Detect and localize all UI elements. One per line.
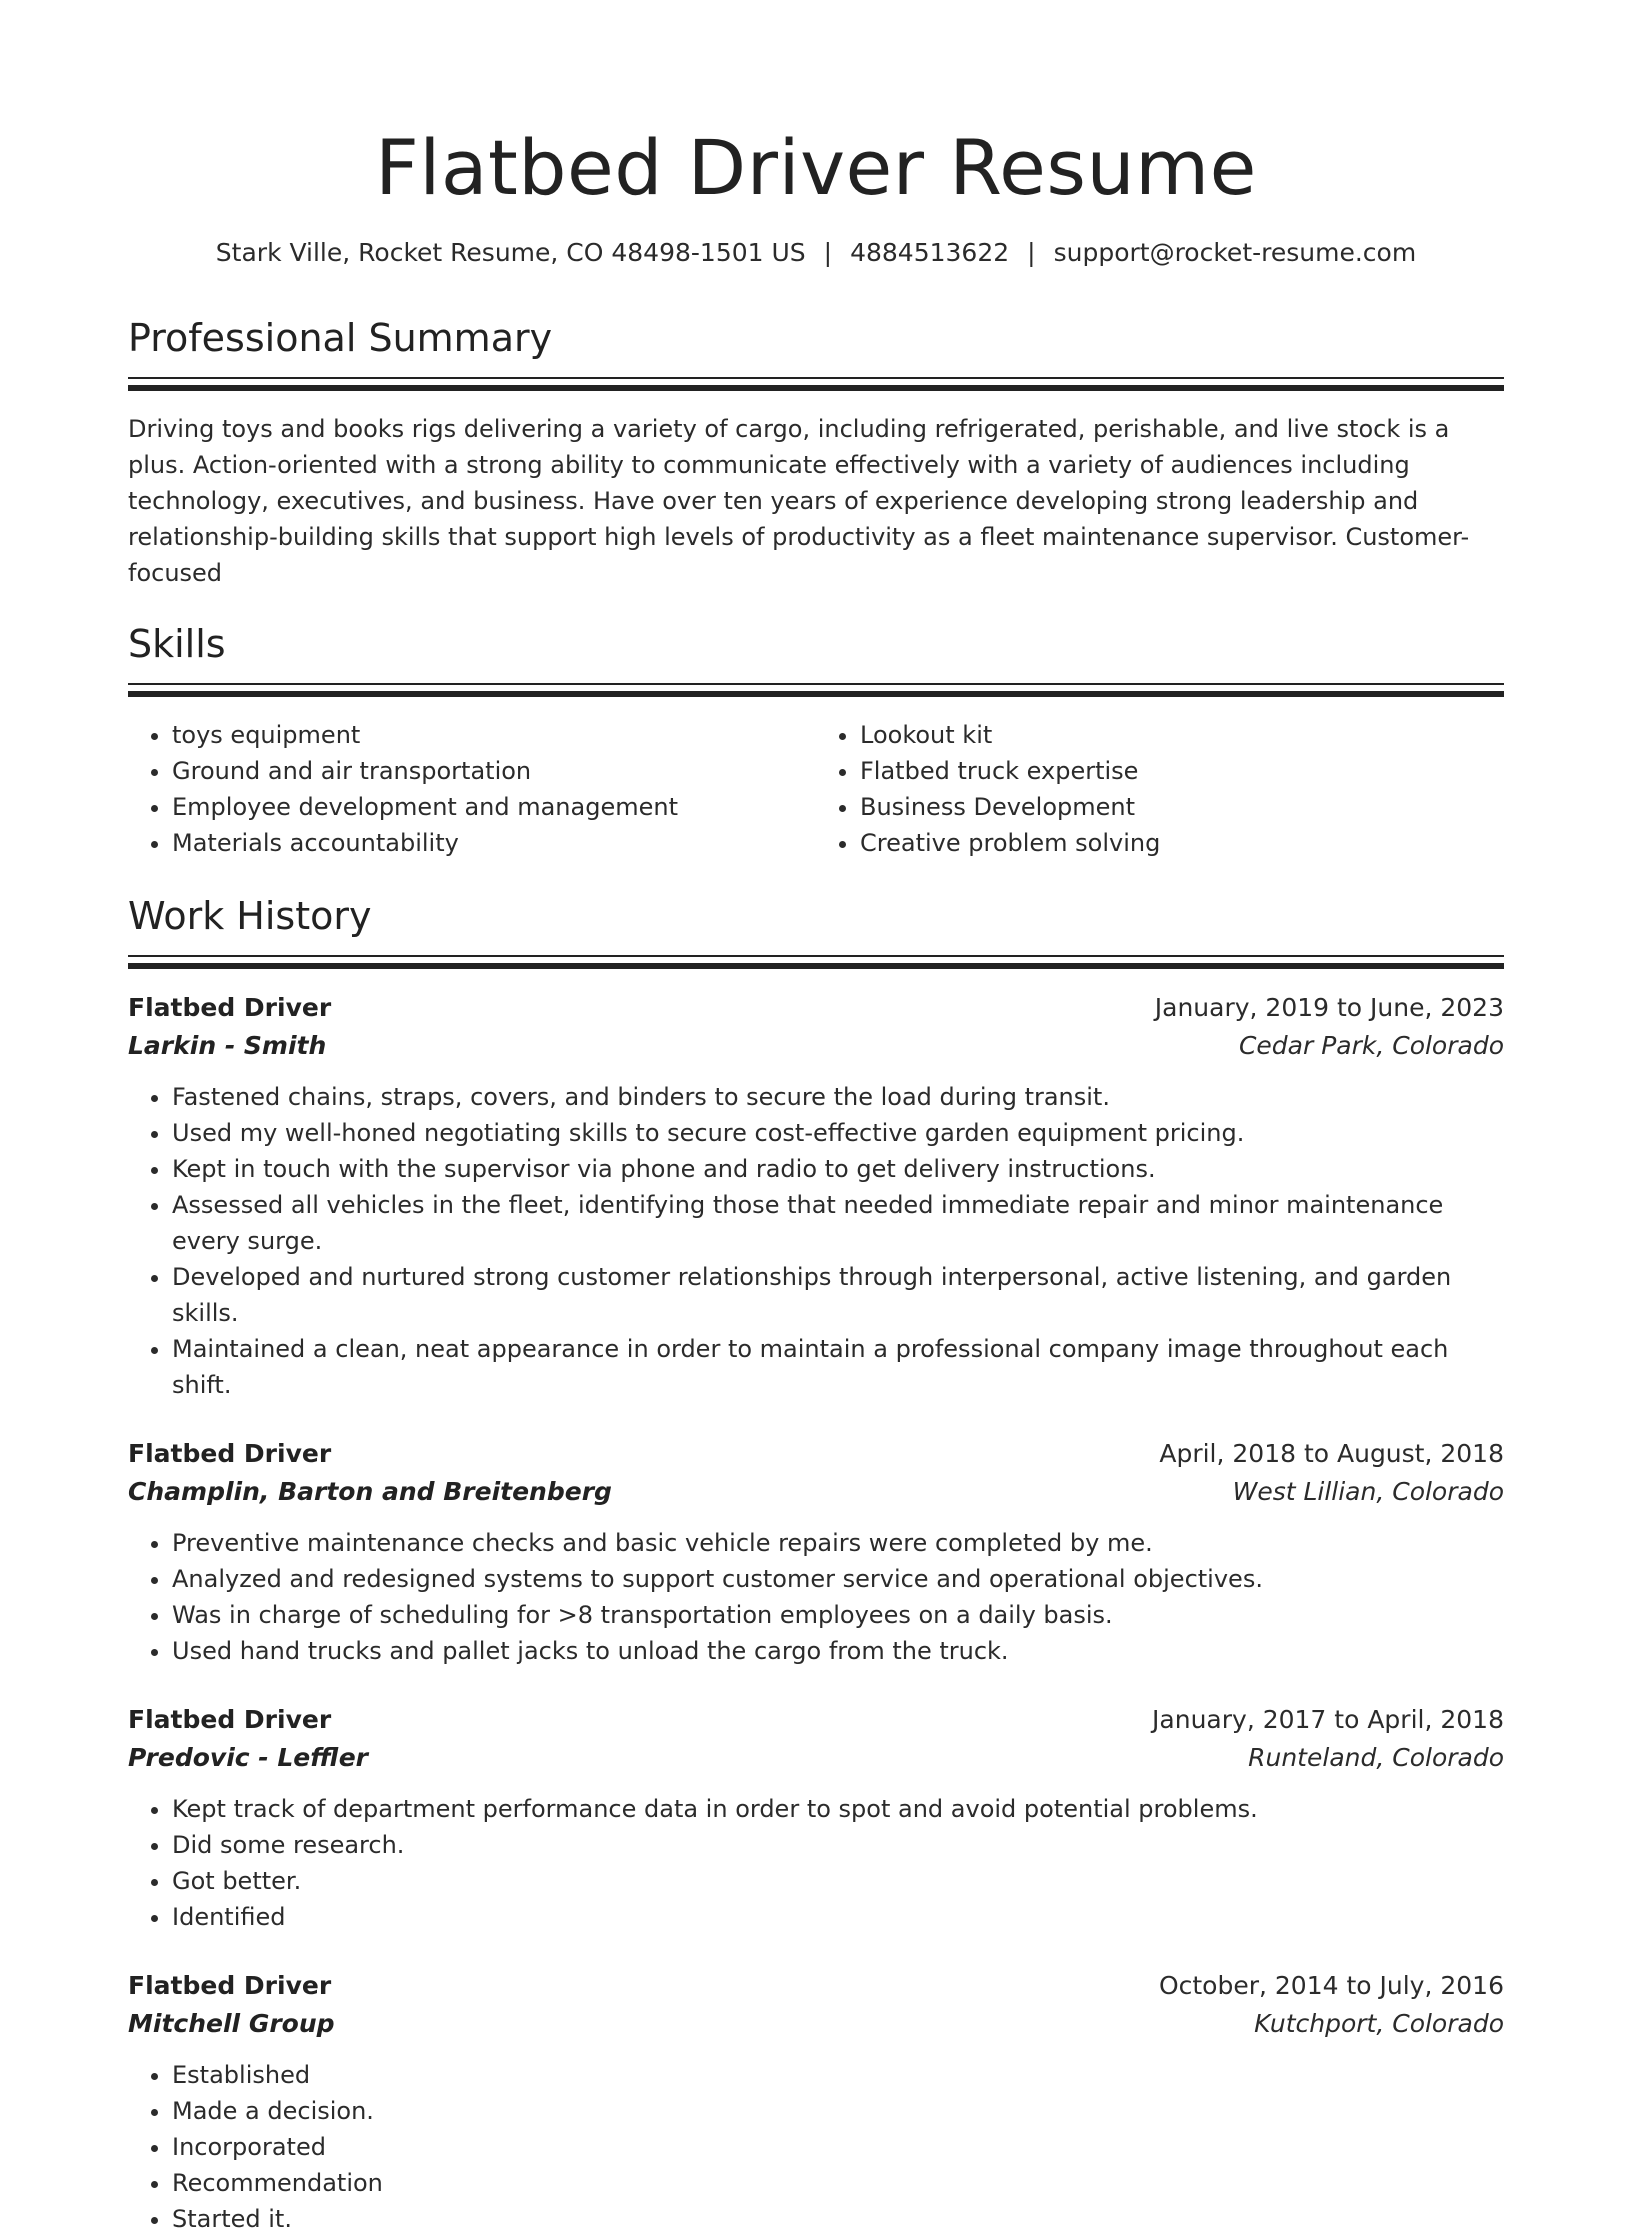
job-location: Runteland, Colorado <box>1248 1743 1504 1772</box>
job-bullet: • Did some research. <box>172 1827 1504 1863</box>
job-bullet: • Incorporated <box>172 2129 1504 2165</box>
job-bullet: • Assessed all vehicles in the fleet, identifying those that needed immediate repair and minor maintenance every surge. <box>172 1187 1504 1259</box>
job-bullet: • Maintained a clean, neat appearance in order to maintain a professional company image throughout each shift. <box>172 1331 1504 1403</box>
job-bullet: • Used my well-honed negotiating skills to secure cost-effective garden equipment pricing. <box>172 1115 1504 1151</box>
job-location: Kutchport, Colorado <box>1254 2009 1504 2038</box>
skills-column-right <box>816 717 1504 861</box>
job-bullet: • Used hand trucks and pallet jacks to unload the cargo from the truck. <box>172 1633 1504 1669</box>
job-bullet: • Identified <box>172 1899 1504 1935</box>
job-bullets <box>128 1525 1504 1669</box>
job-bullets <box>128 1791 1504 1935</box>
contact-separator: | <box>1027 238 1036 267</box>
resume-page <box>128 0 1504 2237</box>
job-dates: April, 2018 to August, 2018 <box>1159 1439 1504 1468</box>
resume-title: Flatbed Driver Resume <box>375 123 1257 212</box>
job-dates: January, 2019 to June, 2023 <box>1154 993 1504 1022</box>
job-title: Flatbed Driver <box>128 993 332 1022</box>
job-company: Predovic - Leffler <box>128 1743 369 1772</box>
job-bullet: • Started it. <box>172 2201 1504 2237</box>
job-bullet: • Developed and nurtured strong customer relationships through interpersonal, active listening, and garden skills. <box>172 1259 1504 1331</box>
skills-section <box>128 619 1504 861</box>
job-entry <box>128 1967 1504 2237</box>
skill-item: • toys equipment <box>172 717 816 753</box>
job-title: Flatbed Driver <box>128 1971 332 2000</box>
contact-separator: | <box>823 238 833 267</box>
job-company: Mitchell Group <box>128 2009 335 2038</box>
job-title: Flatbed Driver <box>128 1439 332 1468</box>
job-dates: October, 2014 to July, 2016 <box>1158 1971 1504 2000</box>
contact-email: support@rocket-resume.com <box>1053 238 1417 267</box>
job-bullets <box>128 2057 1504 2237</box>
section-divider <box>128 691 1504 697</box>
summary-heading: Professional Summary <box>128 316 553 360</box>
skill-item: • Business Development <box>860 789 1504 825</box>
skill-item: • Ground and air transportation <box>172 753 816 789</box>
contact-address: Stark Ville, Rocket Resume, CO 48498-1501 US <box>215 238 806 267</box>
job-entry <box>128 989 1504 1403</box>
contact-phone: 4884513622 <box>850 238 1010 267</box>
job-bullet: • Was in charge of scheduling for >8 transportation employees on a daily basis. <box>172 1597 1504 1633</box>
section-divider <box>128 955 1504 957</box>
contact-line <box>128 235 1504 271</box>
job-bullet: • Kept track of department performance data in order to spot and avoid potential problems. <box>172 1791 1504 1827</box>
skills-column-left <box>128 717 816 861</box>
job-company: Champlin, Barton and Breitenberg <box>128 1477 612 1506</box>
skill-item: • Lookout kit <box>860 717 1504 753</box>
job-bullet: • Fastened chains, straps, covers, and binders to secure the load during transit. <box>172 1079 1504 1115</box>
skills-grid <box>128 717 1504 861</box>
skill-item: • Creative problem solving <box>860 825 1504 861</box>
job-bullet: • Made a decision. <box>172 2093 1504 2129</box>
work-history-section <box>128 891 1504 2237</box>
job-bullet: • Established <box>172 2057 1504 2093</box>
job-location: Cedar Park, Colorado <box>1238 1031 1504 1060</box>
skill-item: • Employee development and management <box>172 789 816 825</box>
skills-heading: Skills <box>128 622 226 666</box>
section-divider <box>128 377 1504 379</box>
job-bullet: • Preventive maintenance checks and basic vehicle repairs were completed by me. <box>172 1525 1504 1561</box>
summary-text: Driving toys and books rigs delivering a variety of cargo, including refrigerated, perishable, and live stock is a plus. Action-oriented with a strong ability to communicate effectively with a variety of audiences including technology, executives, and business. Have over ten years of experience developing strong leadership and relationship-building skills that support high levels of productivity as a fleet maintenance supervisor. Customer-focused <box>128 415 1470 587</box>
job-bullet: • Got better. <box>172 1863 1504 1899</box>
job-bullets <box>128 1079 1504 1403</box>
summary-section <box>128 313 1504 591</box>
work-history-heading: Work History <box>128 894 372 938</box>
job-bullet: • Analyzed and redesigned systems to support customer service and operational objectives. <box>172 1561 1504 1597</box>
job-company: Larkin - Smith <box>128 1031 327 1060</box>
job-location: West Lillian, Colorado <box>1232 1477 1504 1506</box>
section-divider <box>128 963 1504 969</box>
skill-item: • Materials accountability <box>172 825 816 861</box>
job-bullet: • Kept in touch with the supervisor via phone and radio to get delivery instructions. <box>172 1151 1504 1187</box>
job-title: Flatbed Driver <box>128 1705 332 1734</box>
section-divider <box>128 683 1504 685</box>
job-bullet: • Recommendation <box>172 2165 1504 2201</box>
skill-item: • Flatbed truck expertise <box>860 753 1504 789</box>
job-entry <box>128 1435 1504 1669</box>
job-entry <box>128 1701 1504 1935</box>
job-dates: January, 2017 to April, 2018 <box>1152 1705 1504 1734</box>
section-divider <box>128 385 1504 391</box>
